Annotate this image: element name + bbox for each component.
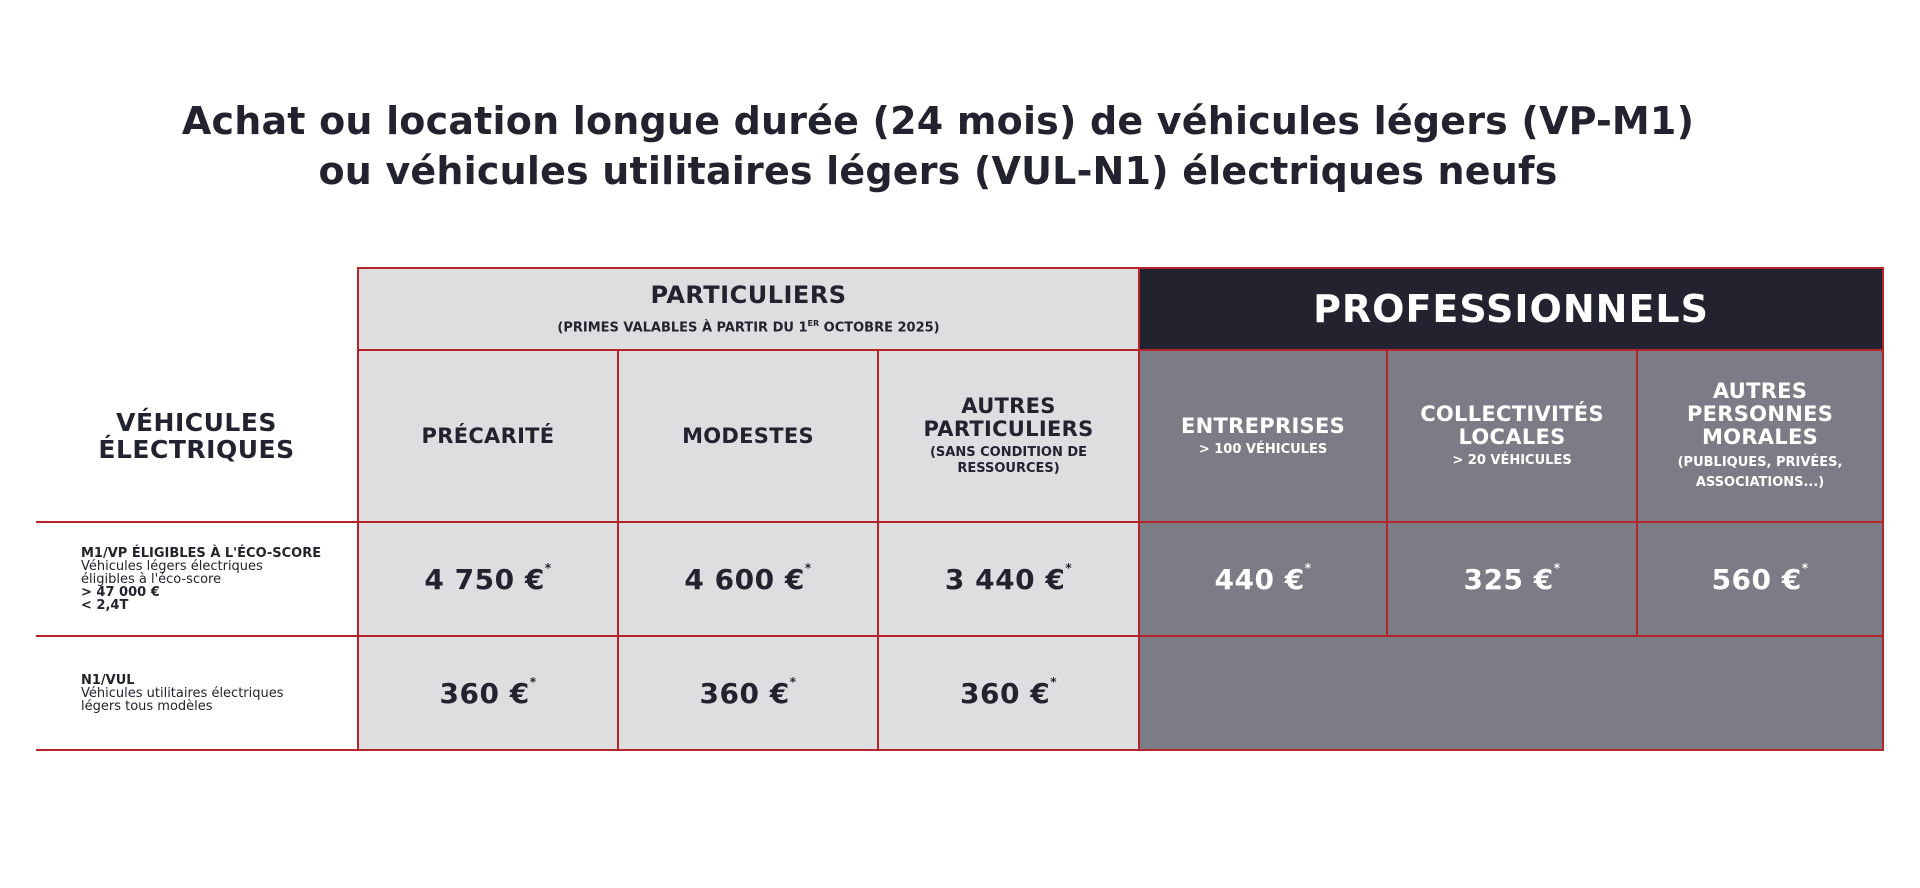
row-header-title [36, 409, 357, 463]
autres-personnes-morales-sub-1: (PUBLIQUES, PRIVÉES, [1677, 454, 1843, 470]
category-collectivites-sub: > 20 VÉHICULES [1452, 453, 1572, 468]
collectivites-line-2: LOCALES [1458, 425, 1566, 449]
footnote-mark: * [1065, 560, 1073, 575]
group-professionnels [1139, 268, 1883, 350]
category-autres-particuliers-sub [879, 445, 1138, 477]
category-autres-personnes-morales-label [1638, 380, 1882, 449]
row-n1-desc-1: Véhicules utilitaires électriques [81, 685, 284, 701]
row-n1-desc-2: légers tous modèles [81, 698, 213, 714]
table-row-n1 [36, 636, 1883, 750]
row-m1-desc-2: éligibles à l'éco-score [81, 571, 222, 587]
value-n1-autres-particuliers: 360 € [960, 676, 1051, 710]
footnote-mark: * [804, 560, 812, 575]
page-title [0, 96, 1876, 196]
category-entreprises [1139, 350, 1387, 522]
category-modestes-label: MODESTES [682, 423, 814, 448]
category-entreprises-label: ENTREPRISES [1181, 413, 1346, 438]
cell-n1-modestes [618, 636, 878, 750]
footnote-mark: * [1304, 560, 1312, 575]
cell-n1-precarite [358, 636, 618, 750]
category-precarite [358, 350, 618, 522]
value-m1-modestes: 4 600 € [684, 562, 805, 596]
footnote-mark: * [529, 674, 537, 689]
autres-personnes-morales-line-2: PERSONNES [1686, 401, 1834, 426]
corner-blank [36, 268, 358, 350]
value-n1-precarite: 360 € [439, 676, 530, 710]
table-row-m1 [36, 522, 1883, 636]
category-header-row [36, 350, 1883, 522]
cell-m1-autres-particuliers [878, 522, 1139, 636]
row-header-line-1: VÉHICULES [116, 407, 277, 437]
category-autres-particuliers [878, 350, 1139, 522]
value-m1-precarite: 4 750 € [424, 562, 545, 596]
autres-particuliers-line-2: PARTICULIERS [923, 417, 1094, 441]
category-autres-particuliers-label [879, 395, 1138, 441]
row-m1-cond-2: < 2,4T [81, 597, 129, 613]
collectivites-line-1: COLLECTIVITÉS [1420, 402, 1604, 426]
cell-m1-modestes [618, 522, 878, 636]
group-particuliers-note [359, 314, 1138, 338]
cell-m1-entreprises [1139, 522, 1387, 636]
autres-personnes-morales-line-3: MORALES [1701, 424, 1819, 449]
title-line-1: Achat ou location longue durée (24 mois) de véhicules légers (VP-M1) [181, 99, 1695, 143]
group-professionnels-label: PROFESSIONNELS [1313, 287, 1710, 331]
category-collectivites-label [1388, 403, 1636, 449]
autres-personnes-morales-sub-2: ASSOCIATIONS...) [1695, 474, 1825, 490]
autres-particuliers-sub-2: RESSOURCES) [957, 461, 1060, 476]
value-m1-autres-personnes-morales: 560 € [1711, 562, 1802, 596]
category-entreprises-sub: > 100 VÉHICULES [1198, 441, 1328, 457]
value-n1-modestes: 360 € [699, 676, 790, 710]
category-modestes [618, 350, 878, 522]
bonus-table [36, 267, 1884, 751]
note-before: (PRIMES VALABLES À PARTIR DU 1 [557, 320, 808, 336]
value-m1-collectivites: 325 € [1463, 562, 1554, 596]
footnote-mark: * [1801, 560, 1809, 575]
group-header-row [36, 268, 1883, 350]
footnote-mark: * [789, 674, 797, 689]
footnote-mark: * [1553, 560, 1561, 575]
row-n1-title: N1/VUL [81, 672, 135, 688]
value-m1-autres-particuliers: 3 440 € [944, 562, 1066, 596]
title-line-2: ou véhicules utilitaires légers (VUL-N1) électriques neufs [318, 149, 1558, 193]
row-m1-desc-1: Véhicules légers électriques [81, 558, 263, 574]
cell-n1-autres-particuliers [878, 636, 1139, 750]
group-particuliers-label: PARTICULIERS [650, 280, 847, 309]
footnote-mark: * [544, 560, 552, 575]
row-header-cell [36, 350, 358, 522]
category-precarite-label: PRÉCARITÉ [421, 423, 555, 448]
note-after: OCTOBRE 2025) [819, 320, 940, 336]
autres-particuliers-sub-1: (SANS CONDITION DE [929, 445, 1088, 460]
autres-personnes-morales-line-1: AUTRES [1712, 378, 1808, 403]
autres-particuliers-line-1: AUTRES [961, 394, 1056, 418]
footnote-mark: * [1050, 674, 1057, 689]
value-m1-entreprises: 440 € [1214, 562, 1305, 596]
row-m1-title: M1/VP ÉLIGIBLES À L'ÉCO-SCORE [81, 545, 322, 561]
group-particuliers [358, 268, 1139, 350]
row-m1-cond-1: > 47 000 € [81, 584, 160, 600]
cell-m1-autres-personnes-morales [1637, 522, 1883, 636]
category-collectivites [1387, 350, 1637, 522]
cell-m1-collectivites [1387, 522, 1637, 636]
category-autres-personnes-morales [1637, 350, 1883, 522]
row-label-n1 [36, 636, 358, 750]
note-sup: ER [807, 318, 820, 328]
category-autres-personnes-morales-sub [1638, 453, 1882, 493]
cell-m1-precarite [358, 522, 618, 636]
cell-n1-professionnels-empty [1139, 636, 1883, 750]
row-header-line-2: ÉLECTRIQUES [98, 434, 295, 464]
row-label-m1 [36, 522, 358, 636]
